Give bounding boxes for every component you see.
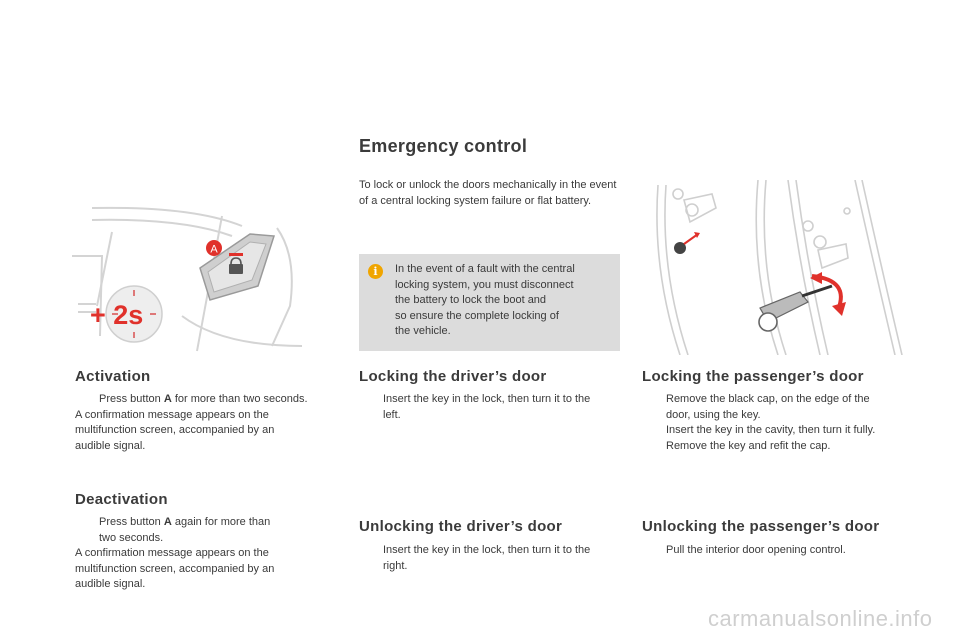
deactivation-heading: Deactivation (75, 491, 168, 508)
locking-passenger-section (642, 392, 912, 454)
duration-label: + 2s (90, 300, 144, 330)
info-line: locking system, you must disconnect (395, 278, 574, 291)
unlocking-passenger-section (642, 543, 912, 559)
deactivation-bullet-cont: two seconds. (99, 531, 164, 544)
unlocking-passenger-heading: Unlocking the passenger’s door (642, 518, 880, 535)
info-line: the battery to lock the boot and (395, 294, 547, 306)
locking-driver-bullet-cont: left. (383, 408, 401, 421)
locking-passenger-bullet: Insert the key in the cavity, then turn it fully. (666, 424, 876, 436)
button-a-letter: A (210, 243, 218, 256)
deactivation-bullet: Press button A again for more than (99, 516, 271, 528)
info-icon: i (368, 264, 383, 279)
info-line: In the event of a fault with the central (395, 263, 575, 275)
unlocking-driver-bullet: Insert the key in the lock, then turn it to the (383, 544, 591, 556)
locking-driver-heading: Locking the driver’s door (359, 368, 547, 385)
locking-passenger-bullet: Remove the black cap, on the edge of the (666, 393, 870, 405)
activation-text: multifunction screen, accompanied by an (75, 424, 275, 436)
emergency-intro: To lock or unlock the doors mechanically in the event of a central locking system failure or flat battery. (359, 179, 617, 207)
activation-text: audible signal. (75, 439, 146, 452)
locking-driver-bullet: Insert the key in the lock, then turn it to the (383, 393, 591, 405)
activation-section (75, 392, 345, 454)
passenger-door-illustration (650, 180, 905, 355)
activation-heading: Activation (75, 368, 151, 385)
page-title: Emergency control (359, 136, 528, 156)
activation-text: A confirmation message appears on the (75, 408, 269, 421)
info-line: the vehicle. (395, 325, 451, 337)
info-box (359, 254, 620, 351)
deactivation-section (75, 515, 345, 593)
door-cap-icon (674, 232, 700, 254)
locking-passenger-bullet-cont: door, using the key. (666, 408, 761, 421)
button-a-marker (206, 240, 222, 256)
info-line: so ensure the complete locking of (395, 309, 559, 322)
unlocking-passenger-bullet: Pull the interior door opening control. (666, 544, 846, 556)
locking-passenger-bullet: Remove the key and refit the cap. (666, 439, 831, 452)
unlocking-driver-bullet-cont: right. (383, 559, 408, 572)
locking-passenger-heading: Locking the passenger’s door (642, 368, 864, 385)
deactivation-text: audible signal. (75, 578, 146, 590)
watermark: carmanualsonline.info (708, 606, 933, 631)
deactivation-text: A confirmation message appears on the (75, 547, 269, 559)
activation-bullet: Press button A for more than two seconds. (99, 393, 308, 405)
lock-button-illustration (72, 196, 312, 356)
unlocking-driver-section (359, 543, 624, 574)
unlocking-driver-heading: Unlocking the driver’s door (359, 518, 563, 535)
deactivation-text: multifunction screen, accompanied by an (75, 562, 275, 575)
locking-driver-section (359, 392, 624, 423)
